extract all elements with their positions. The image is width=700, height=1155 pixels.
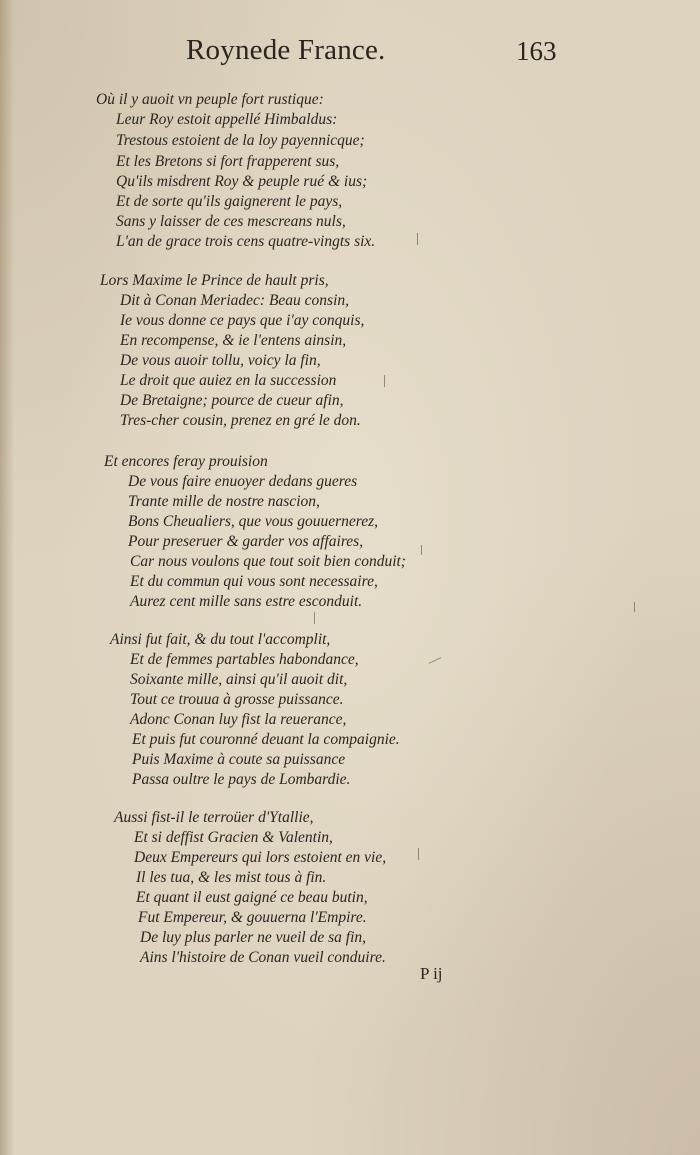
verse-line: Et les Bretons si fort frapperent sus, (116, 153, 340, 170)
verse-line: De Bretaigne; pource de cueur afin, (120, 392, 344, 409)
verse-line: Et quant il eust gaigné ce beau butin, (136, 889, 368, 906)
verse-line: Tres-cher cousin, prenez en gré le don. (120, 412, 361, 429)
verse-line: Deux Empereurs qui lors estoient en vie, (134, 849, 387, 866)
ink-mark (418, 848, 419, 860)
ink-mark (417, 233, 418, 245)
page-number: 163 (516, 36, 557, 66)
verse-line: L'an de grace trois cens quatre-vingts six. (116, 233, 376, 250)
ink-mark (421, 545, 422, 555)
verse-line: Trante mille de nostre nascion, (128, 493, 320, 510)
verse-line: Sans y laisser de ces mescreans nuls, (116, 213, 346, 230)
ink-mark (314, 612, 315, 624)
verse-line: Et si deffist Gracien & Valentin, (134, 829, 333, 846)
verse-line: De vous auoir tollu, voicy la fin, (120, 352, 321, 369)
signature-mark: P ij (420, 964, 443, 983)
verse-line: Passa oultre le pays de Lombardie. (132, 771, 351, 788)
verse-line: Puis Maxime à coute sa puissance (132, 751, 346, 768)
running-header-title: Roynede France. (186, 34, 386, 66)
verse-line: Bons Cheualiers, que vous gouuernerez, (128, 513, 378, 530)
verse-line: Ie vous donne ce pays que i'ay conquis, (120, 312, 365, 329)
verse-line: Aussi fist-il le terroüer d'Ytallie, (114, 809, 314, 826)
verse-line: Où il y auoit vn peuple fort rustique: (96, 91, 324, 108)
verse-line: Et puis fut couronné deuant la compaignie. (132, 731, 400, 748)
ink-mark (384, 375, 385, 387)
verse-line: Et encores feray prouision (104, 453, 268, 470)
verse-line: Leur Roy estoit appellé Himbaldus: (116, 111, 338, 128)
verse-line: Dit à Conan Meriadec: Beau consin, (120, 292, 350, 309)
verse-line: Soixante mille, ainsi qu'il auoit dit, (130, 671, 348, 688)
verse-line: De vous faire enuoyer dedans gueres (128, 473, 358, 490)
verse-line: Ains l'histoire de Conan vueil conduire. (140, 949, 386, 966)
verse-line: Lors Maxime le Prince de hault pris, (100, 272, 329, 289)
verse-line: Qu'ils misdrent Roy & peuple rué & ius; (116, 173, 368, 190)
verse-line: Aurez cent mille sans estre esconduit. (130, 593, 363, 610)
verse-line: En recompense, & ie l'entens ainsin, (120, 332, 347, 349)
verse-line: Fut Empereur, & gouuerna l'Empire. (138, 909, 367, 926)
ink-mark (428, 657, 441, 664)
verse-line: Tout ce trouua à grosse puissance. (130, 691, 344, 708)
verse-line: Et de femmes partables habondance, (130, 651, 359, 668)
verse-line: Trestous estoient de la loy payennicque; (116, 132, 365, 149)
verse-line: Et de sorte qu'ils gaignerent le pays, (116, 193, 343, 210)
verse-line: Ainsi fut fait, & du tout l'accomplit, (110, 631, 331, 648)
verse-line: Car nous voulons que tout soit bien conduit; (130, 553, 406, 570)
verse-line: Pour preseruer & garder vos affaires, (128, 533, 364, 550)
verse-line: Adonc Conan luy fist la reuerance, (130, 711, 347, 728)
verse-line: Le droit que auiez en la succession (120, 372, 337, 389)
ink-mark (634, 602, 635, 612)
verse-line: Et du commun qui vous sont necessaire, (130, 573, 378, 590)
page-gutter-shadow (0, 0, 14, 1155)
verse-line: Il les tua, & les mist tous à fin. (136, 869, 327, 886)
verse-line: De luy plus parler ne vueil de sa fin, (140, 929, 366, 946)
